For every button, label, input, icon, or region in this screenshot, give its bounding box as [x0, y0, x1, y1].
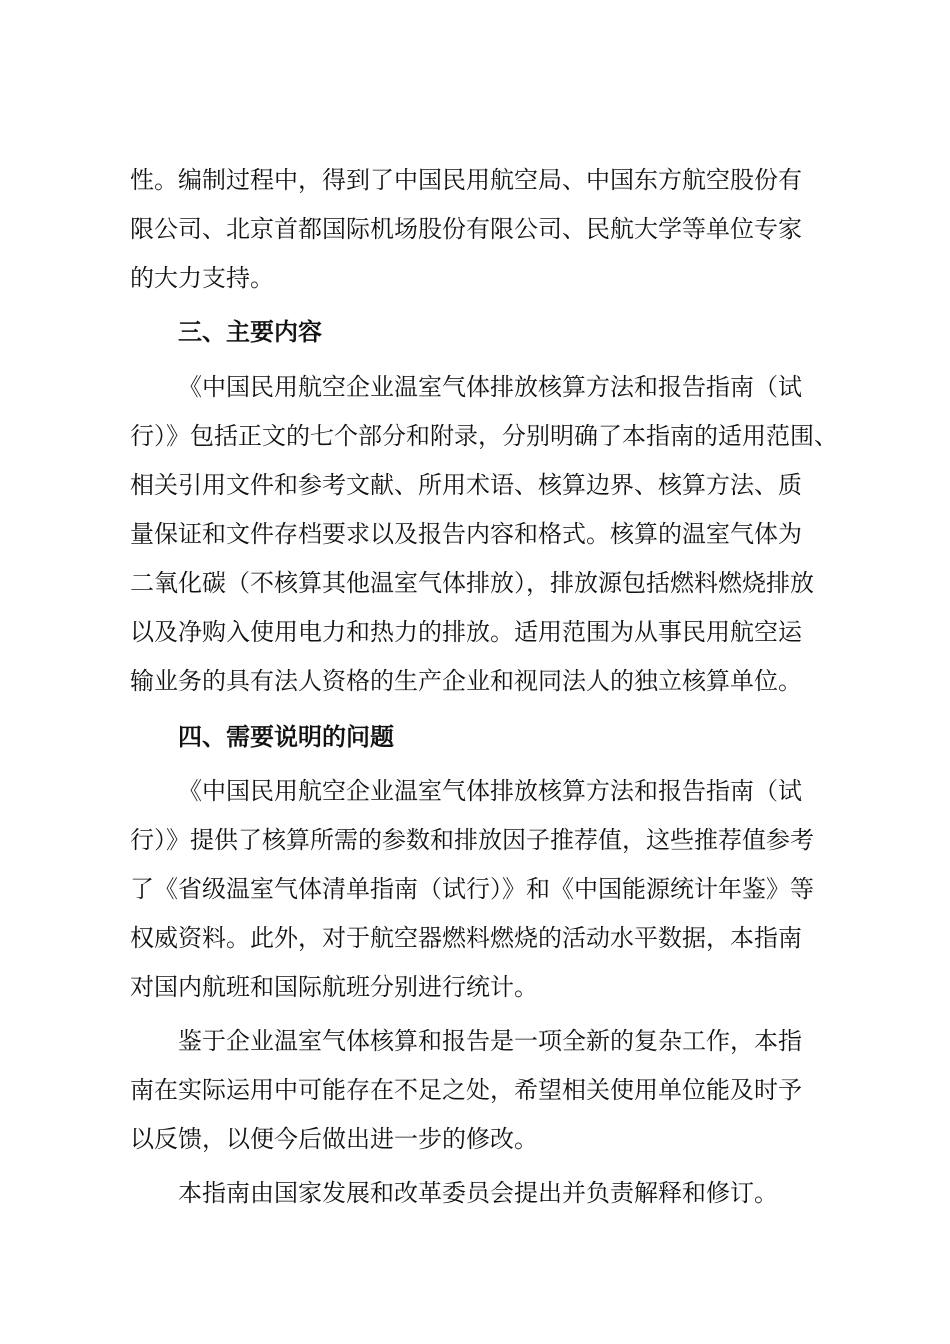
body-text-line: 鉴于企业温室气体核算和报告是一项全新的复杂工作，本指 — [178, 1027, 802, 1055]
body-text-line: 了《省级温室气体清单指南（试行）》和《中国能源统计年鉴》等 — [130, 875, 814, 903]
body-text-line: 《中国民用航空企业温室气体排放核算方法和报告指南（试 — [178, 373, 802, 401]
body-text-line: 行）》包括正文的七个部分和附录，分别明确了本指南的适用范围、 — [130, 422, 838, 450]
section-heading-main-content: 三、主要内容 — [178, 318, 322, 346]
body-text-line: 量保证和文件存档要求以及报告内容和格式。核算的温室气体为 — [130, 520, 802, 548]
body-text-line: 南在实际运用中可能存在不足之处，希望相关使用单位能及时予 — [130, 1076, 802, 1104]
body-text-line: 限公司、北京首都国际机场股份有限公司、民航大学等单位专家 — [130, 215, 802, 243]
body-text-line: 行）》提供了核算所需的参数和排放因子推荐值，这些推荐值参考 — [130, 826, 814, 854]
body-text-line: 输业务的具有法人资格的生产企业和视同法人的独立核算单位。 — [130, 667, 802, 695]
body-text-line: 以及净购入使用电力和热力的排放。适用范围为从事民用航空运 — [130, 618, 802, 646]
body-text-line: 权威资料。此外，对于航空器燃料燃烧的活动水平数据，本指南 — [130, 924, 802, 952]
section-heading-issues: 四、需要说明的问题 — [178, 723, 394, 751]
body-text-line: 《中国民用航空企业温室气体排放核算方法和报告指南（试 — [178, 777, 802, 805]
body-text-line: 二氧化碳（不核算其他温室气体排放），排放源包括燃料燃烧排放 — [130, 569, 814, 597]
body-text-line: 性。编制过程中，得到了中国民用航空局、中国东方航空股份有 — [130, 166, 802, 194]
body-text-line: 本指南由国家发展和改革委员会提出并负责解释和修订。 — [178, 1179, 778, 1207]
body-text-line: 对国内航班和国际航班分别进行统计。 — [130, 973, 538, 1001]
body-text-line: 相关引用文件和参考文献、所用术语、核算边界、核算方法、质 — [130, 471, 802, 499]
body-text-line: 以反馈，以便今后做出进一步的修改。 — [130, 1125, 538, 1153]
body-text-line: 的大力支持。 — [130, 264, 274, 292]
